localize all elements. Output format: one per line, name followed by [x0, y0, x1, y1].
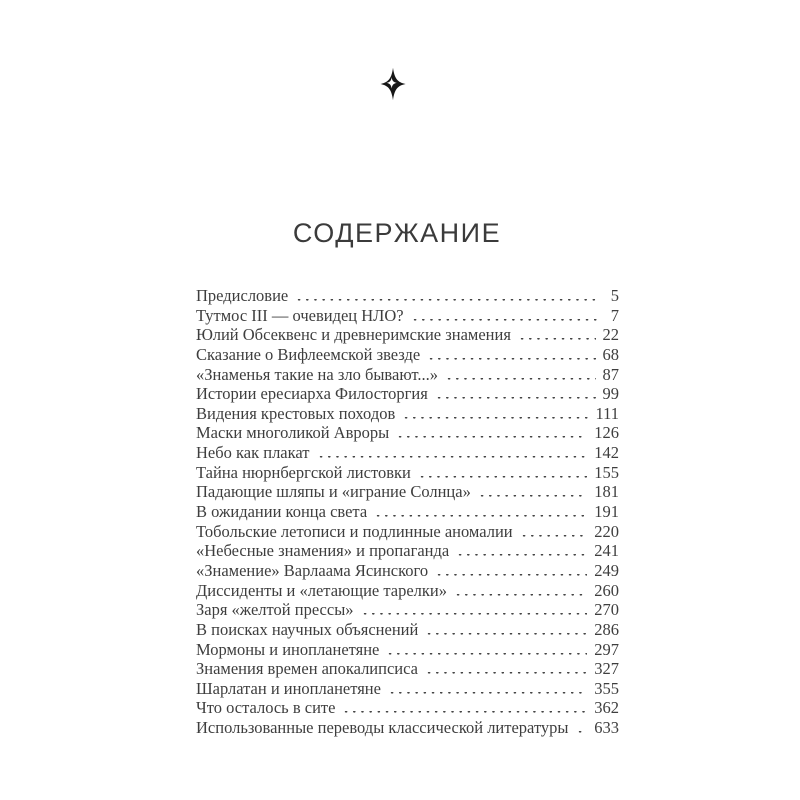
toc-entry [196, 423, 619, 443]
toc-entry-page-number: 191 [594, 502, 619, 522]
toc-entry [196, 541, 619, 561]
toc-entry-page-number: 270 [594, 600, 619, 620]
dotted-leader [411, 319, 598, 321]
toc-entry-page-number: 249 [594, 560, 619, 580]
toc-entry [196, 679, 619, 699]
dotted-leader [418, 476, 587, 478]
toc-entry-page-number: 155 [594, 462, 619, 482]
toc-entry-page-number: 68 [602, 344, 619, 364]
toc-entry [196, 698, 619, 718]
toc-entry [196, 640, 619, 660]
toc-entry-title: Небо как плакат [196, 443, 310, 463]
dotted-leader [425, 633, 587, 635]
toc-entry [196, 306, 619, 326]
dotted-leader [445, 378, 595, 380]
dotted-leader [427, 358, 595, 360]
toc-entry [196, 443, 619, 463]
toc-entry-page-number: 260 [594, 580, 619, 600]
dotted-leader [317, 456, 588, 458]
toc-entry [196, 463, 619, 483]
toc-entry [196, 502, 619, 522]
dotted-leader [518, 338, 596, 340]
toc-entry-page-number: 355 [594, 678, 619, 698]
toc-entry-title: «Знаменья такие на зло бывают...» [196, 364, 439, 384]
toc-list [196, 286, 619, 738]
toc-entry-title: Диссиденты и «летающие тарелки» [196, 580, 447, 600]
toc-entry [196, 365, 619, 385]
toc-entry-title: Тайна нюрнбергской листовки [196, 462, 411, 482]
toc-entry [196, 561, 619, 581]
toc-entry-title: Тобольские летописи и подлинные аномалии [196, 521, 513, 541]
dotted-leader [425, 672, 587, 674]
toc-entry-title: В поисках научных объяснений [196, 619, 419, 639]
toc-entry-page-number: 327 [594, 659, 619, 679]
toc-entry-page-number: 5 [610, 286, 619, 305]
toc-entry-page-number: 22 [602, 325, 619, 345]
toc-entry-page-number: 7 [610, 305, 619, 325]
toc-entry [196, 522, 619, 542]
toc-entry-title: Что осталось в сите [196, 698, 336, 718]
toc-entry [196, 659, 619, 679]
toc-entry-title: Знамения времен апокалипсиса [196, 659, 418, 679]
toc-entry-title: Предисловие [196, 286, 289, 305]
toc-entry-title: «Небесные знамения» и пропаганда [196, 541, 450, 561]
toc-entry-page-number: 362 [594, 698, 619, 718]
toc-entry-page-number: 142 [594, 443, 619, 463]
toc-entry-title: «Знамение» Варлаама Ясинского [196, 560, 429, 580]
dotted-leader [396, 436, 587, 438]
toc-entry [196, 581, 619, 601]
dotted-leader [520, 535, 588, 537]
dotted-leader [361, 613, 588, 615]
dotted-leader [456, 554, 587, 556]
dotted-leader [342, 711, 587, 713]
toc-entry-title: Сказание о Вифлеемской звезде [196, 344, 421, 364]
toc-entry-page-number: 286 [594, 619, 619, 639]
toc-entry-title: Маски многоликой Авроры [196, 423, 390, 443]
toc-entry-title: Мормоны и инопланетяне [196, 639, 380, 659]
dotted-leader [388, 692, 587, 694]
toc-entry [196, 600, 619, 620]
dotted-leader [576, 731, 588, 733]
dotted-leader [295, 299, 598, 301]
star-ornament-icon [375, 64, 411, 104]
toc-entry-title: Видения крестовых походов [196, 403, 396, 423]
toc-entry-page-number: 111 [595, 403, 619, 423]
dotted-leader [454, 594, 587, 596]
toc-entry-page-number: 99 [602, 384, 619, 404]
dotted-leader [435, 397, 596, 399]
dotted-leader [386, 653, 587, 655]
dotted-leader [435, 574, 587, 576]
toc-entry-page-number: 181 [594, 482, 619, 502]
toc-entry-page-number: 126 [594, 423, 619, 443]
dotted-leader [402, 417, 588, 419]
toc-entry-title: Шарлатан и инопланетяне [196, 678, 381, 698]
dotted-leader [478, 495, 587, 497]
toc-entry-title: Использованные переводы классической литературы [196, 718, 569, 738]
toc-entry [196, 345, 619, 365]
toc-entry [196, 718, 619, 738]
toc-entry [196, 325, 619, 345]
toc-entry-title: Тутмос III — очевидец НЛО? [196, 305, 404, 325]
toc-entry-page-number: 220 [594, 521, 619, 541]
toc-entry-title: Истории ересиарха Филосторгия [196, 384, 428, 404]
toc-entry [196, 384, 619, 404]
toc-entry-title: В ожидании конца света [196, 502, 368, 522]
toc-entry-title: Падающие шляпы и «играние Солнца» [196, 482, 471, 502]
toc-entry-page-number: 633 [594, 718, 619, 738]
dotted-leader [374, 515, 587, 517]
toc-entry [196, 286, 619, 306]
toc-entry [196, 482, 619, 502]
toc-entry-title: Заря «желтой прессы» [196, 600, 354, 620]
toc-entry-title: Юлий Обсеквенс и древнеримские знамения [196, 325, 511, 345]
toc-entry-page-number: 297 [594, 639, 619, 659]
toc-entry-page-number: 87 [602, 364, 619, 384]
toc-entry [196, 620, 619, 640]
page-title: СОДЕРЖАНИЕ [292, 218, 502, 248]
toc-entry [196, 404, 619, 424]
toc-entry-page-number: 241 [594, 541, 619, 561]
